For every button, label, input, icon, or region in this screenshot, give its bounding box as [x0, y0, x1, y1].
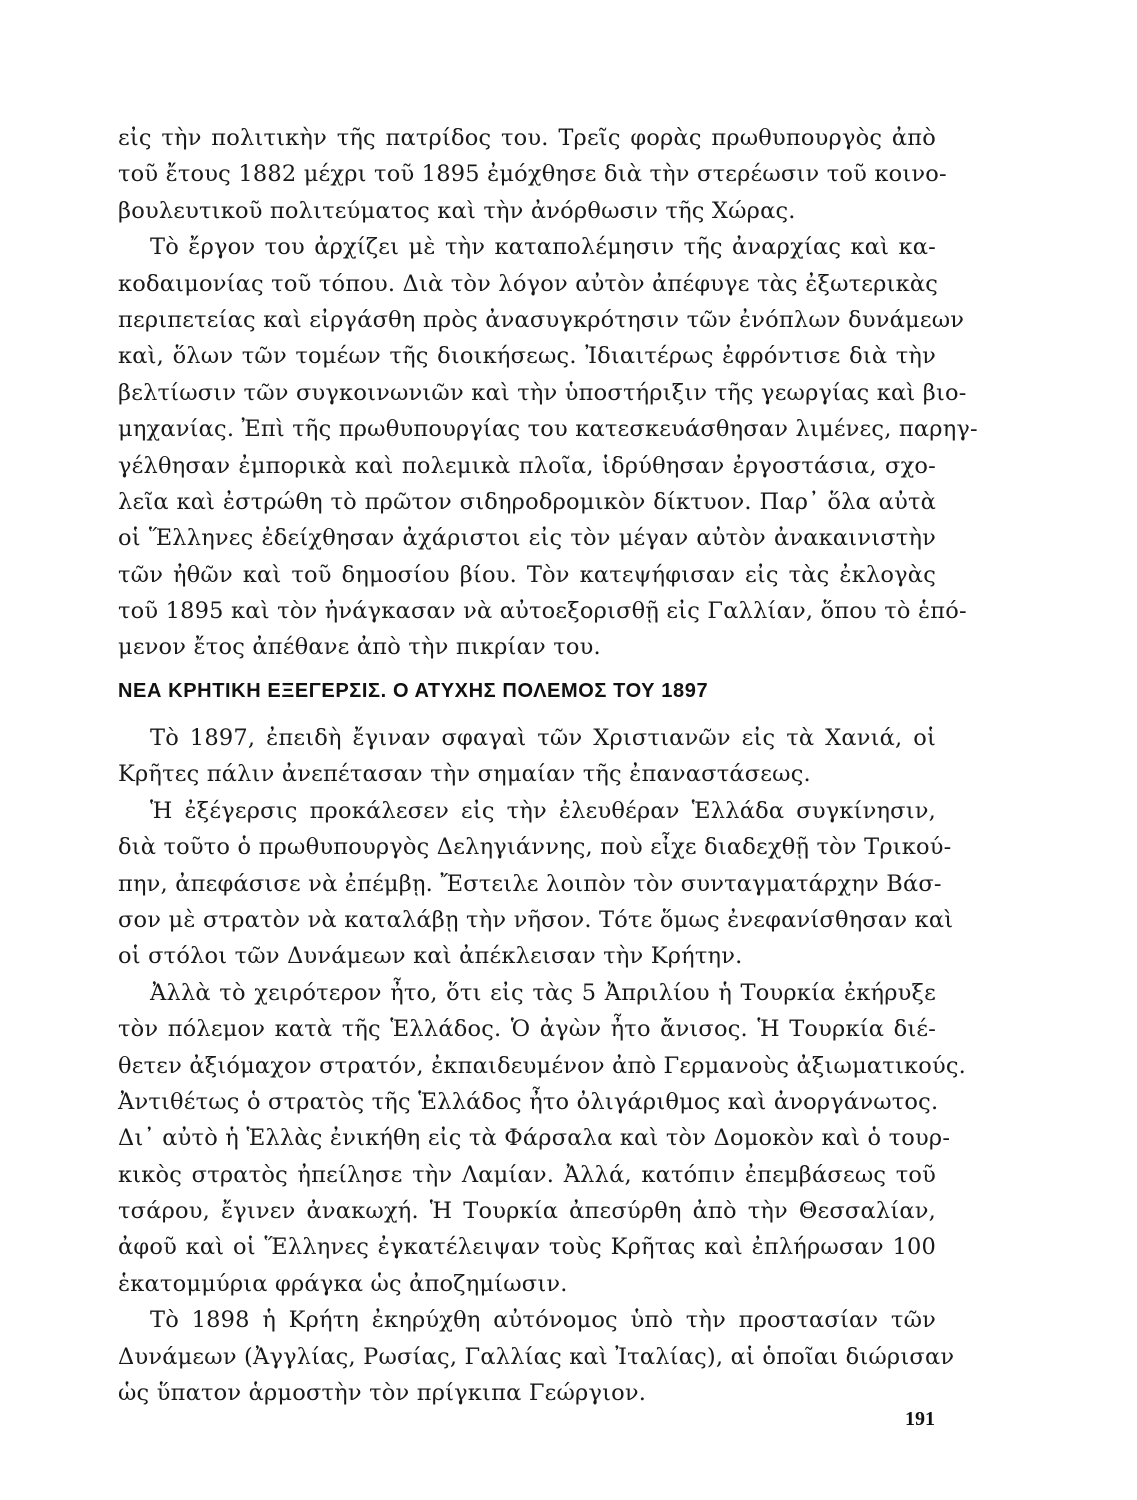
text-line: μηχανίας. Ἐπὶ τῆς πρωθυπουργίας του κατεσκευάσθησαν λιμένες, παρηγ- — [118, 416, 978, 443]
text-line: κοδαιμονίας τοῦ τόπου. Διὰ τὸν λόγον αὐτὸν ἀπέφυγε τὰς ἐξωτερικὰς — [118, 270, 939, 297]
text-line: βουλευτικοῦ πολιτεύματος καὶ τὴν ἀνόρθωσιν τῆς Χώρας. — [118, 197, 796, 224]
text-line: Ἡ ἐξέγερσις προκάλεσεν εἰς τὴν ἐλευθέραν Ἑλλάδα συγκίνησιν, — [150, 797, 936, 824]
text-line: τσάρου, ἔγινεν ἀνακωχή. Ἡ Τουρκία ἀπεσύρθη ἀπὸ τὴν Θεσσαλίαν, — [118, 1198, 936, 1225]
text-line: ἑκατομμύρια φράγκα ὡς ἀποζημίωσιν. — [118, 1270, 568, 1297]
page-number: 191 — [905, 1408, 935, 1430]
text-line: θετεν ἀξιόμαχον στρατόν, ἐκπαιδευμένον ἀπὸ Γερμανοὺς ἀξιωματικούς. — [118, 1052, 967, 1079]
section-text-trikoupis — [118, 120, 978, 666]
text-line: οἱ Ἕλληνες ἐδείχθησαν ἀχάριστοι εἰς τὸν μέγαν αὐτὸν ἀνακαινιστὴν — [118, 525, 936, 552]
section-text-crete-1897 — [118, 720, 967, 1411]
section-heading: ΝΕΑ ΚΡΗΤΙΚΗ ΕΞΕΓΕΡΣΙΣ. Ο ΑΤΥΧΗΣ ΠΟΛΕΜΟΣ ΤΟΥ 1897 — [118, 680, 709, 702]
text-line: Δι᾽ αὐτὸ ἡ Ἑλλὰς ἐνικήθη εἰς τὰ Φάρσαλα καὶ τὸν Δομοκὸν καὶ ὁ τουρ- — [118, 1125, 951, 1152]
text-line: Κρῆτες πάλιν ἀνεπέτασαν τὴν σημαίαν τῆς ἐπαναστάσεως. — [118, 761, 811, 788]
text-line: Τὸ 1897, ἐπειδὴ ἔγιναν σφαγαὶ τῶν Χριστιανῶν εἰς τὰ Χανιά, οἱ — [150, 725, 936, 751]
text-line: γέλθησαν ἐμπορικὰ καὶ πολεμικὰ πλοῖα, ἱδρύθησαν ἐργοστάσια, σχο- — [118, 452, 936, 479]
text-line: Τὸ ἔργον του ἀρχίζει μὲ τὴν καταπολέμησιν τῆς ἀναρχίας καὶ κα- — [150, 234, 936, 261]
text-line: πην, ἀπεφάσισε νὰ ἐπέμβῃ. Ἔστειλε λοιπὸν τὸν συνταγματάρχην Βάσ- — [118, 870, 942, 897]
text-line: τὸν πόλεμον κατὰ τῆς Ἑλλάδος. Ὁ ἀγὼν ἦτο ἄνισος. Ἡ Τουρκία διέ- — [118, 1016, 936, 1043]
text-line: οἱ στόλοι τῶν Δυνάμεων καὶ ἀπέκλεισαν τὴν Κρήτην. — [118, 943, 743, 970]
text-line: ὡς ὕπατον ἁρμοστὴν τὸν πρίγκιπα Γεώργιον. — [118, 1380, 647, 1407]
text-line: τοῦ 1895 καὶ τὸν ἠνάγκασαν νὰ αὐτοεξορισθῇ εἰς Γαλλίαν, ὅπου τὸ ἑπό- — [118, 598, 967, 625]
text-line: τοῦ ἔτους 1882 μέχρι τοῦ 1895 ἐμόχθησε διὰ τὴν στερέωσιν τοῦ κοινο- — [118, 161, 947, 188]
text-line: καὶ, ὅλων τῶν τομέων τῆς διοικήσεως. Ἰδιαιτέρως ἐφρόντισε διὰ τὴν — [118, 343, 936, 370]
text-line: σον μὲ στρατὸν νὰ καταλάβῃ τὴν νῆσον. Τότε ὅμως ἐνεφανίσθησαν καὶ — [118, 906, 954, 933]
text-line: μενον ἔτος ἀπέθανε ἀπὸ τὴν πικρίαν του. — [118, 634, 601, 661]
text-line: τῶν ἠθῶν καὶ τοῦ δημοσίου βίου. Τὸν κατεψήφισαν εἰς τὰς ἐκλογὰς — [118, 561, 936, 588]
text-line: Ἀλλὰ τὸ χειρότερον ἦτο, ὅτι εἰς τὰς 5 Ἀπριλίου ἡ Τουρκία ἐκήρυξε — [150, 979, 936, 1006]
text-line: κικὸς στρατὸς ἠπείλησε τὴν Λαμίαν. Ἀλλά, κατόπιν ἐπεμβάσεως τοῦ — [118, 1161, 936, 1188]
text-line: λεῖα καὶ ἐστρώθη τὸ πρῶτον σιδηροδρομικὸν δίκτυον. Παρ᾽ ὅλα αὐτὰ — [118, 488, 936, 515]
text-line: Ἀντιθέτως ὁ στρατὸς τῆς Ἑλλάδος ἦτο ὀλιγάριθμος καὶ ἀνοργάνωτος. — [118, 1088, 939, 1115]
text-line: ἀφοῦ καὶ οἱ Ἕλληνες ἐγκατέλειψαν τοὺς Κρῆτας καὶ ἐπλήρωσαν 100 — [118, 1234, 936, 1261]
text-line: διὰ τοῦτο ὁ πρωθυπουργὸς Δεληγιάννης, ποὺ εἶχε διαδεχθῇ τὸν Τρικού- — [118, 834, 952, 861]
text-line: βελτίωσιν τῶν συγκοινωνιῶν καὶ τὴν ὑποστήριξιν τῆς γεωργίας καὶ βιο- — [118, 379, 967, 406]
text-line: περιπετείας καὶ εἰργάσθη πρὸς ἀνασυγκρότησιν τῶν ἐνόπλων δυνάμεων — [118, 306, 965, 333]
text-line: Δυνάμεων (Ἀγγλίας, Ρωσίας, Γαλλίας καὶ Ἰταλίας), αἱ ὁποῖαι διώρισαν — [118, 1343, 955, 1370]
text-line: Τὸ 1898 ἡ Κρήτη ἐκηρύχθη αὐτόνομος ὑπὸ τὴν προστασίαν τῶν — [150, 1307, 936, 1334]
text-line: εἰς τὴν πολιτικὴν τῆς πατρίδος του. Τρεῖς φορὰς πρωθυπουργὸς ἀπὸ — [118, 125, 936, 151]
